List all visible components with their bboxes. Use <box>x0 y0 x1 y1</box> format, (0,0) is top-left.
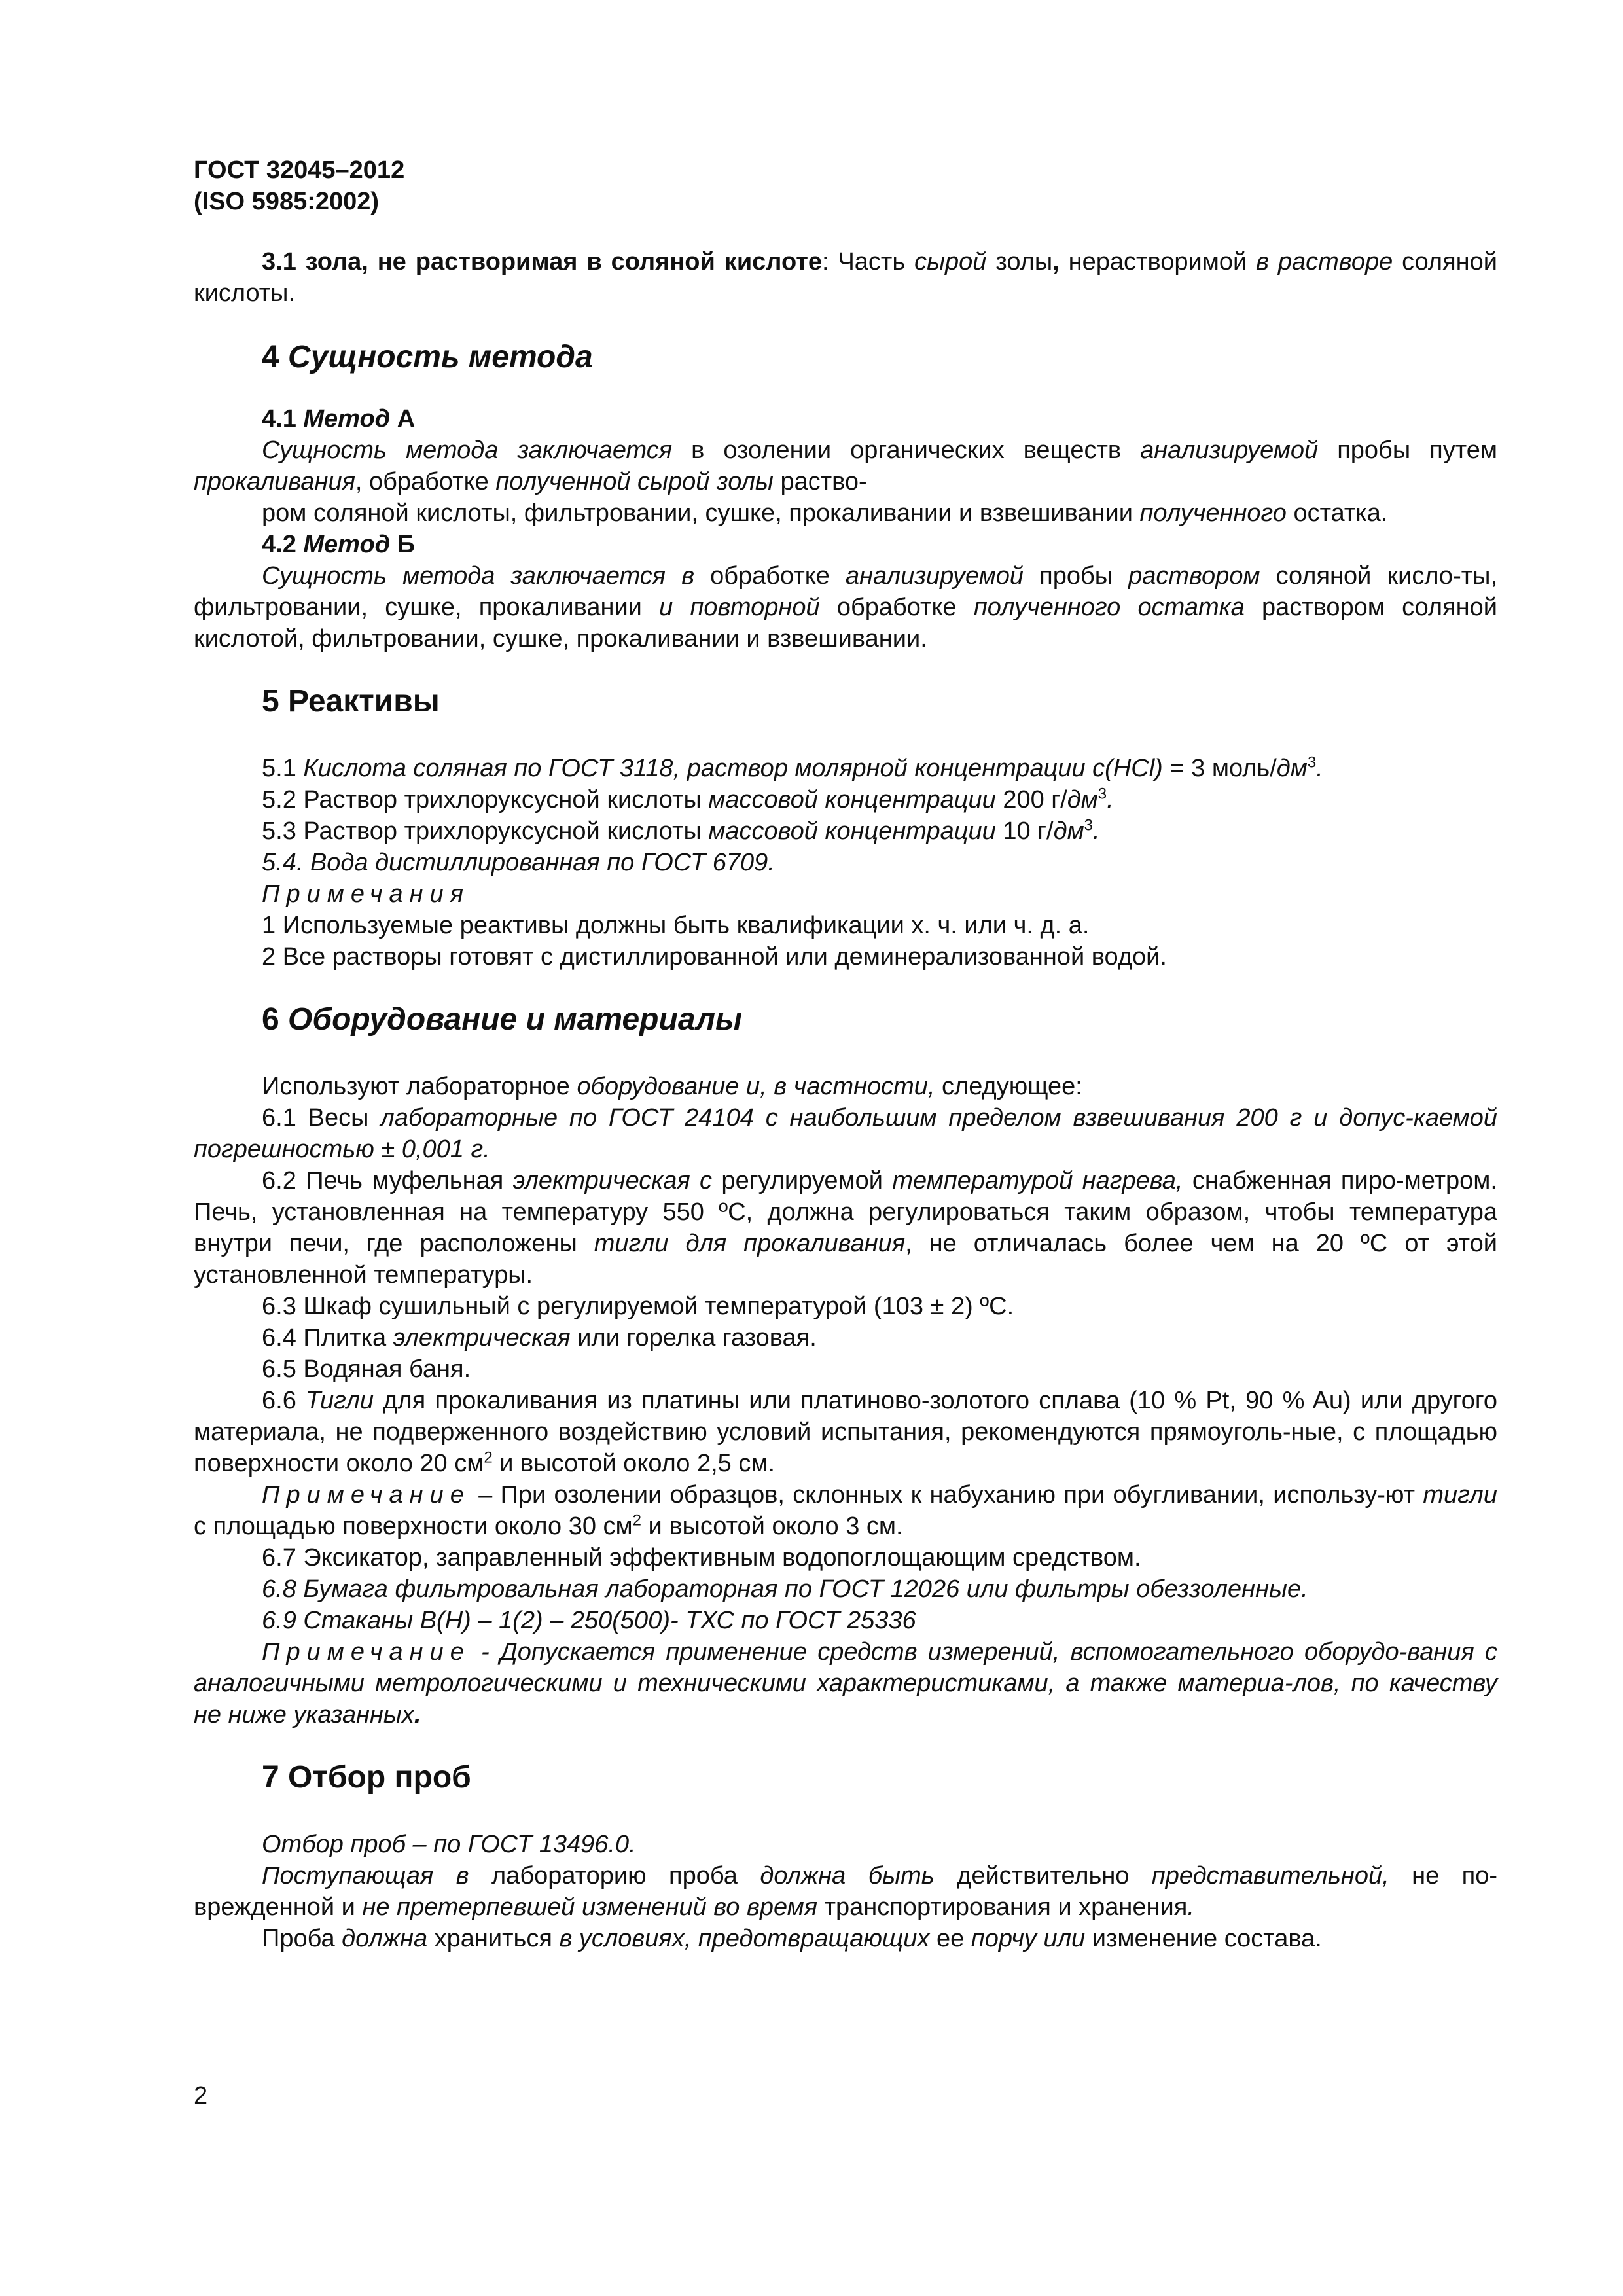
equipment-6-6: 6.6 Тигли для прокаливания из платины или платиново-золотого сплава (10 % Pt, 90 % Au) или другого материала, не подверженного воздействию условий испытания, рекомендуются прямоуголь-ные, с площадью поверхности около 20 $см^2$ и высотой около 2,5 см. <box>194 1387 1497 1477</box>
reagent-5-3: 5.3 Раствор трихлоруксусной кислоты массовой концентрации 10 $г/дм^3$. <box>262 816 1100 845</box>
sampling-paragraph-2: Поступающая в лабораторию проба должна быть действительно представительной, не по-врежденной и не претерпевшей изменений во время транспортирования и хранения. <box>194 1862 1498 1921</box>
equipment-6-9: 6.9 Стаканы В(Н) – 1(2) – 250(500)- ТХС по ГОСТ 25336 <box>262 1607 916 1634</box>
subsection-4-1-heading: 4.1 Метод А <box>262 405 416 433</box>
equipment-6-7: 6.7 Эксикатор, заправленный эффективным водопоглощающим средством. <box>262 1544 1141 1571</box>
note-6-6: Примечание – При озолении образцов, склонных к набуханию при обугливании, использу-ют тигли с площадью поверхности около 30 $см^2$ и высотой около 3 см. <box>194 1481 1497 1540</box>
standard-number: ГОСТ 32045–2012 <box>194 156 405 184</box>
equipment-6-3: 6.3 Шкаф сушильный с регулируемой температурой (103 ± 2) ºС. <box>262 1293 1014 1320</box>
method-a-paragraph-cont: ром соляной кислоты, фильтровании, сушке, прокаливании и взвешивании полученного остатка. <box>262 499 1388 527</box>
sampling-paragraph-3: Проба должна храниться в условиях, предотвращающих ее порчу или изменение состава. <box>262 1925 1322 1952</box>
method-b-paragraph: Сущность метода заключается в обработке анализируемой пробы раствором соляной кисло-ты, фильтровании, сушке, прокаливании и повторной обработке полученного остатка раствором соляной кислотой, фильтровании, сушке, прокаливании и взвешивании. <box>194 562 1497 653</box>
equipment-intro: Используют лабораторное оборудование и, в частности, следующее: <box>262 1073 1082 1100</box>
section-4-heading: 4 Сущность метода <box>262 340 593 374</box>
equipment-6-4: 6.4 Плитка электрическая или горелка газовая. <box>262 1324 817 1352</box>
iso-reference: (ISO 5985:2002) <box>194 188 380 215</box>
note-final: Примечание - Допускается применение средств измерений, вспомогательного оборудо-вания с аналогичными метрологическими и техническими характеристиками, а также материа-лов, по качеству не ниже указанных. <box>194 1638 1497 1729</box>
equipment-6-5: 6.5 Водяная баня. <box>262 1355 471 1383</box>
page-number: 2 <box>194 2082 208 2109</box>
sampling-paragraph-1: Отбор проб – по ГОСТ 13496.0. <box>262 1831 636 1858</box>
equipment-6-1: 6.1 Весы лабораторные по ГОСТ 24104 с наибольшим пределом взвешивания 200 г и допус-каемой погрешностью ± 0,001 г. <box>194 1104 1497 1163</box>
note-1: 1 Используемые реактивы должны быть квалификации х. ч. или ч. д. а. <box>262 912 1090 939</box>
notes-label: Примечания <box>262 880 470 908</box>
reagent-5-1: 5.1 Кислота соляная по ГОСТ 3118, раствор молярной концентрации с(HCl) = 3 моль/$дм^3$. <box>262 753 1323 782</box>
equipment-6-8: 6.8 Бумага фильтровальная лабораторная по ГОСТ 12026 или фильтры обеззоленные. <box>262 1575 1308 1603</box>
section-7-heading: 7 Отбор проб <box>262 1760 471 1795</box>
method-a-paragraph: Сущность метода заключается в озолении органических веществ анализируемой пробы путем прокаливания, обработке полученной сырой золы раство- <box>194 437 1497 495</box>
section-5-heading: 5 Реактивы <box>262 684 440 719</box>
definition-3-1: 3.1 зола, не растворимая в соляной кислоте: Часть сырой золы, нерастворимой в растворе соляной кислоты. <box>194 248 1497 307</box>
section-6-heading: 6 Оборудование и материалы <box>262 1002 742 1037</box>
reagent-5-4: 5.4. Вода дистиллированная по ГОСТ 6709. <box>262 849 775 876</box>
equipment-6-2: 6.2 Печь муфельная электрическая с регулируемой температурой нагрева, снабженная пиро-метром. Печь, установленная на температуру 550 ºС, должна регулироваться таким образом, чтобы температура внутри печи, где расположены тигли для прокаливания, не отличалась более чем на 20 ºС от этой установленной температуры. <box>194 1167 1497 1289</box>
document-header <box>194 154 404 217</box>
term: 3.1 зола, не растворимая в соляной кислоте <box>262 248 822 276</box>
note-2: 2 Все растворы готовят с дистиллированной или деминерализованной водой. <box>262 943 1167 971</box>
subsection-4-2-heading: 4.2 Метод Б <box>262 531 416 558</box>
document-body <box>194 246 1497 1954</box>
reagent-5-2: 5.2 Раствор трихлоруксусной кислоты массовой концентрации 200 $г/дм^3$. <box>262 785 1114 814</box>
